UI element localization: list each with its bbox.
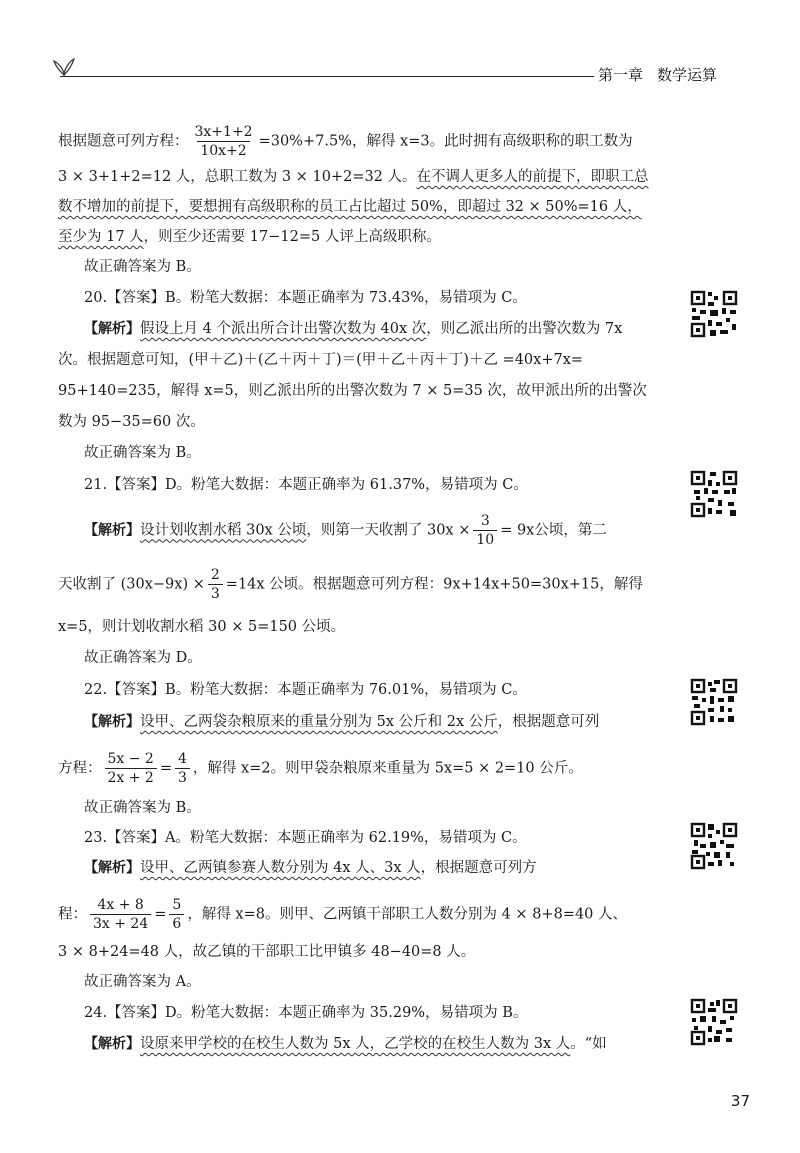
q21-text: = 9x公顷，第二 xyxy=(500,522,607,539)
analysis-label: 【解析】 xyxy=(84,321,140,337)
q19-conclusion: 故正确答案为 B。 xyxy=(84,259,201,275)
q22-underlined-text: 设甲、乙两袋杂粮原来的重量分别为 5x 公斤和 2x 公斤 xyxy=(140,714,498,730)
fraction-numerator: 3x+1+2 xyxy=(194,124,253,140)
analysis-label: 【解析】 xyxy=(84,714,140,730)
q22-conclusion: 故正确答案为 B。 xyxy=(84,800,201,816)
q20-analysis-line-3: 95+140=235，解得 x=5，则乙派出所的出警次数为 7 × 5=35 次，故甲派出所的出警次 xyxy=(58,383,647,399)
fraction-numerator: 4 xyxy=(178,751,187,767)
qr-code-icon xyxy=(690,822,738,870)
q23-analysis-line-2 xyxy=(58,896,670,933)
fraction-denominator: 3 xyxy=(208,584,223,603)
q23-underlined-text: 设甲、乙两镇参赛人数分别为 4x 人、3x 人 xyxy=(140,860,421,876)
q23-conclusion: 故正确答案为 A。 xyxy=(84,974,201,990)
q22-analysis-line-1 xyxy=(84,711,670,733)
q19-text: 3 × 3+1+2=12 人，总职工数为 3 × 10+2=32 人。 xyxy=(58,169,417,185)
q21-text: ，则第一天收割了 30x × xyxy=(306,522,471,539)
fraction-numerator: 5x − 2 xyxy=(107,751,154,767)
q20-analysis-line-1 xyxy=(84,318,670,340)
header-rule xyxy=(60,76,594,77)
q20-underlined-text: 假设上月 4 个派出所合计出警次数为 40x 次 xyxy=(140,321,427,337)
q22-text: ，根据题意可列 xyxy=(497,714,600,730)
q22-fraction xyxy=(175,750,190,787)
q20-analysis-line-2: 次。根据题意可知，(甲＋乙)＋(乙＋丙＋丁)＝(甲＋乙＋丙＋丁)＋乙 =40x+7x= xyxy=(58,352,584,368)
chapter-number: 第一章 xyxy=(598,66,644,84)
q22-text: ，解得 x=2。则甲袋杂粮原来重量为 5x=5 × 2=10 公斤。 xyxy=(192,760,583,777)
q21-answer: 21.【答案】D。粉笔大数据：本题正确率为 61.37%，易错项为 C。 xyxy=(84,477,528,493)
q20-text: ，则乙派出所的出警次数为 7x xyxy=(426,321,623,337)
q21-underlined-text: 设计划收割水稻 30x 公顷 xyxy=(140,522,307,539)
q19-underlined-text: 至少为 17 人 xyxy=(58,229,144,245)
fraction-denominator: 6 xyxy=(169,914,184,933)
q20-answer: 20.【答案】B。粉笔大数据：本题正确率为 73.43%，易错项为 C。 xyxy=(84,290,527,306)
q19-underlined-text: 在不调人更多人的前提下，即职工总 xyxy=(416,169,649,185)
q21-text: 天收割了 (30x−9x) × xyxy=(58,576,205,593)
q23-fraction xyxy=(169,896,184,933)
leaf-logo-icon xyxy=(52,57,76,77)
q21-analysis-line-1 xyxy=(84,512,670,549)
q24-text: 。“如 xyxy=(570,1036,607,1052)
q23-text: ，根据题意可列方 xyxy=(420,860,537,876)
q23-answer: 23.【答案】A。粉笔大数据：本题正确率为 62.19%，易错项为 C。 xyxy=(84,830,527,846)
fraction-denominator: 3x + 24 xyxy=(90,914,151,933)
q19-line-4 xyxy=(58,226,670,248)
page-number: 37 xyxy=(730,1092,750,1110)
q19-text: =30%+7.5%，解得 x=3。此时拥有高级职称的职工数为 xyxy=(258,133,633,150)
q23-analysis-line-1 xyxy=(84,857,670,879)
fraction-numerator: 2 xyxy=(210,567,220,583)
q22-equals: = xyxy=(159,760,172,777)
chapter-title: 数学运算 xyxy=(657,66,718,84)
fraction-denominator: 10 xyxy=(473,530,497,549)
q19-text: 根据题意可列方程： xyxy=(58,133,189,150)
q22-answer: 22.【答案】B。粉笔大数据：本题正确率为 76.01%，易错项为 C。 xyxy=(84,682,527,698)
q21-fraction xyxy=(208,566,223,603)
qr-code-icon xyxy=(690,290,738,338)
analysis-label: 【解析】 xyxy=(84,522,140,539)
q24-underlined-text: 设原来甲学校的在校生人数为 5x 人，乙学校的在校生人数为 3x 人 xyxy=(140,1036,571,1052)
q23-equals: = xyxy=(154,906,167,923)
q22-text: 方程： xyxy=(58,760,102,777)
q23-analysis-line-3: 3 × 8+24=48 人，故乙镇的干部职工比甲镇多 48−40=8 人。 xyxy=(58,944,476,960)
analysis-label: 【解析】 xyxy=(84,1036,140,1052)
q23-fraction xyxy=(90,896,151,933)
qr-code-icon xyxy=(690,998,738,1046)
fraction-denominator: 10x+2 xyxy=(197,141,249,160)
q20-analysis-line-4: 数为 95−35=60 次。 xyxy=(58,414,205,430)
qr-code-icon xyxy=(690,470,738,518)
fraction-denominator: 3 xyxy=(175,768,190,787)
chapter-heading xyxy=(598,64,758,85)
q21-conclusion: 故正确答案为 D。 xyxy=(84,650,202,666)
q19-line-2 xyxy=(58,166,670,188)
fraction-numerator: 5 xyxy=(172,897,182,913)
q22-analysis-line-2 xyxy=(58,750,670,787)
q23-text: ，解得 x=8。则甲、乙两镇干部职工人数分别为 4 × 8+8=40 人、 xyxy=(187,906,627,923)
q24-analysis-line-1 xyxy=(84,1033,670,1055)
fraction-numerator: 3 xyxy=(480,513,490,529)
q20-conclusion: 故正确答案为 B。 xyxy=(84,445,201,461)
fraction-numerator: 4x + 8 xyxy=(97,897,144,913)
q23-text: 程： xyxy=(58,906,87,923)
q19-text: ，则至少还需要 17−12=5 人评上高级职称。 xyxy=(143,229,441,245)
q21-analysis-line-3: x=5，则计划收割水稻 30 × 5=150 公顷。 xyxy=(58,619,346,635)
q19-line-3 xyxy=(58,196,670,218)
q22-fraction xyxy=(105,750,157,787)
q19-line-1 xyxy=(58,123,670,160)
q24-answer: 24.【答案】D。粉笔大数据：本题正确率为 35.29%，易错项为 B。 xyxy=(84,1005,528,1021)
fraction-denominator: 2x + 2 xyxy=(105,768,157,787)
q21-text: =14x 公顷。根据题意可列方程：9x+14x+50=30x+15，解得 xyxy=(225,576,643,593)
analysis-label: 【解析】 xyxy=(84,860,140,876)
q21-fraction xyxy=(473,512,497,549)
q19-underlined-text: 数不增加的前提下，要想拥有高级职称的员工占比超过 50%，即超过 32 × 50%=16 人， xyxy=(58,199,642,215)
q21-analysis-line-2 xyxy=(58,566,670,603)
q19-fraction xyxy=(192,123,256,160)
qr-code-icon xyxy=(690,678,738,726)
